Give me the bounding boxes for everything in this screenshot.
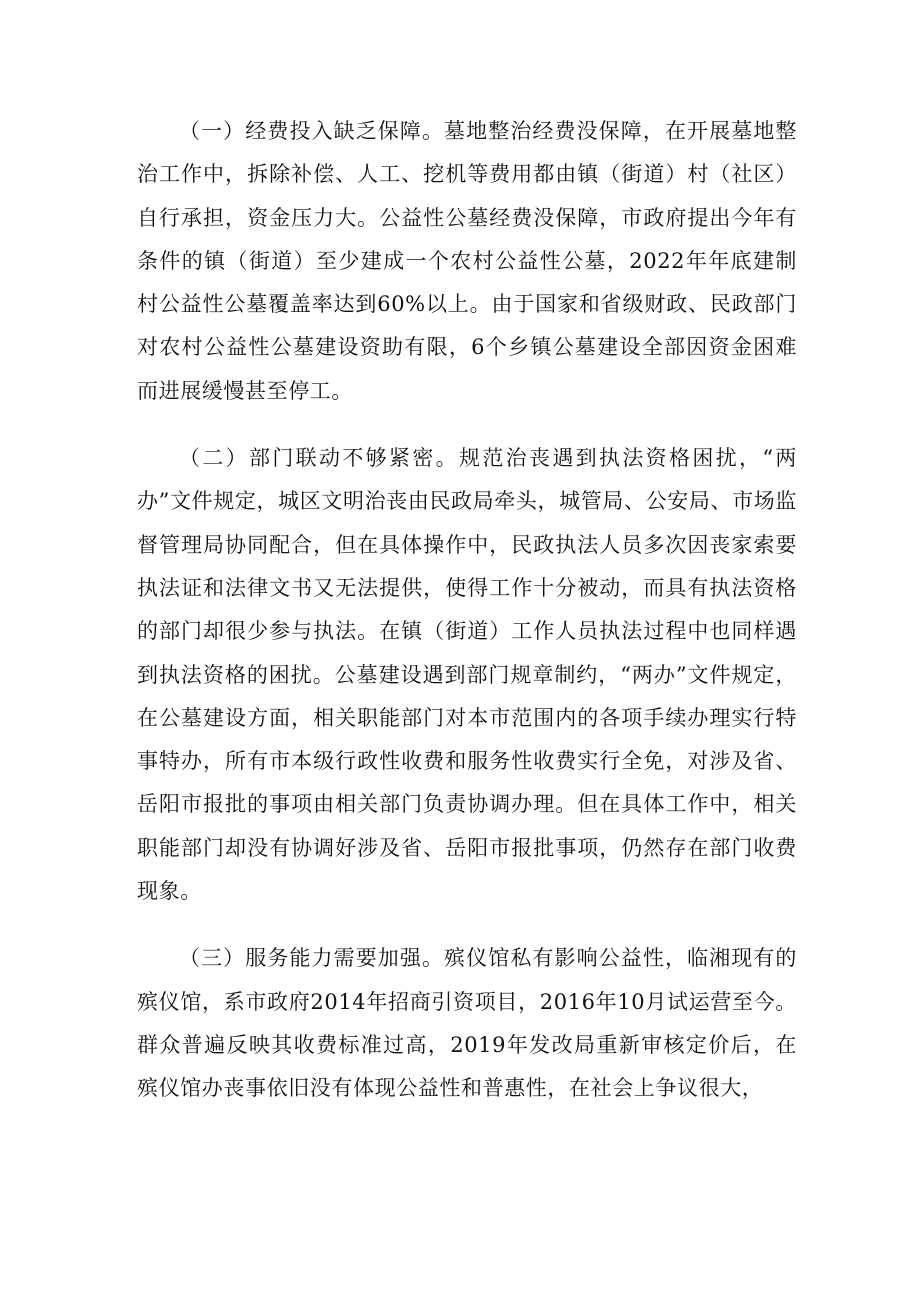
paragraph-funding: （一）经费投入缺乏保障。墓地整治经费没保障，在开展墓地整治工作中，拆除补偿、人工、挖机等费用都由镇（街道）村（社区）自行承担，资金压力大。公益性公墓经费没保障，市政府提出今年有条件的镇（街道）至少建成一个农村公益性公墓，2022年年底建制村公益性公墓覆盖率达到60%以上。由于国家和省级财政、民政部门对农村公益性公墓建设资助有限，6个乡镇公墓建设全部因资金困难而进展缓慢甚至停工。: [137, 119, 797, 403]
paragraph-coordination: （二）部门联动不够紧密。规范治丧遇到执法资格困扰，“两办”文件规定，城区文明治丧由民政局牵头，城管局、公安局、市场监督管理局协同配合，但在具体操作中，民政执法人员多次因丧家索要执法证和法律文书又无法提供，使得工作十分被动，而具有执法资格的部门却很少参与执法。在镇（街道）工作人员执法过程中也同样遇到执法资格的困扰。公墓建设遇到部门规章制约，“两办”文件规定，在公墓建设方面，相关职能部门对本市范围内的各项手续办理实行特事特办，所有市本级行政性收费和服务性收费实行全免，对涉及省、岳阳市报批的事项由相关部门负责协调办理。但在具体工作中，相关职能部门却没有协调好涉及省、岳阳市报批事项，仍然存在部门收费现象。: [137, 446, 797, 904]
document-body: [137, 110, 797, 1111]
paragraph-service: （三）服务能力需要加强。殡仪馆私有影响公益性，临湘现有的殡仪馆，系市政府2014年招商引资项目，2016年10月试运营至今。群众普遍反映其收费标准过高，2019年发改局重新审核定价后，在殡仪馆办丧事依旧没有体现公益性和普惠性，在社会上争议很大，: [137, 946, 797, 1101]
